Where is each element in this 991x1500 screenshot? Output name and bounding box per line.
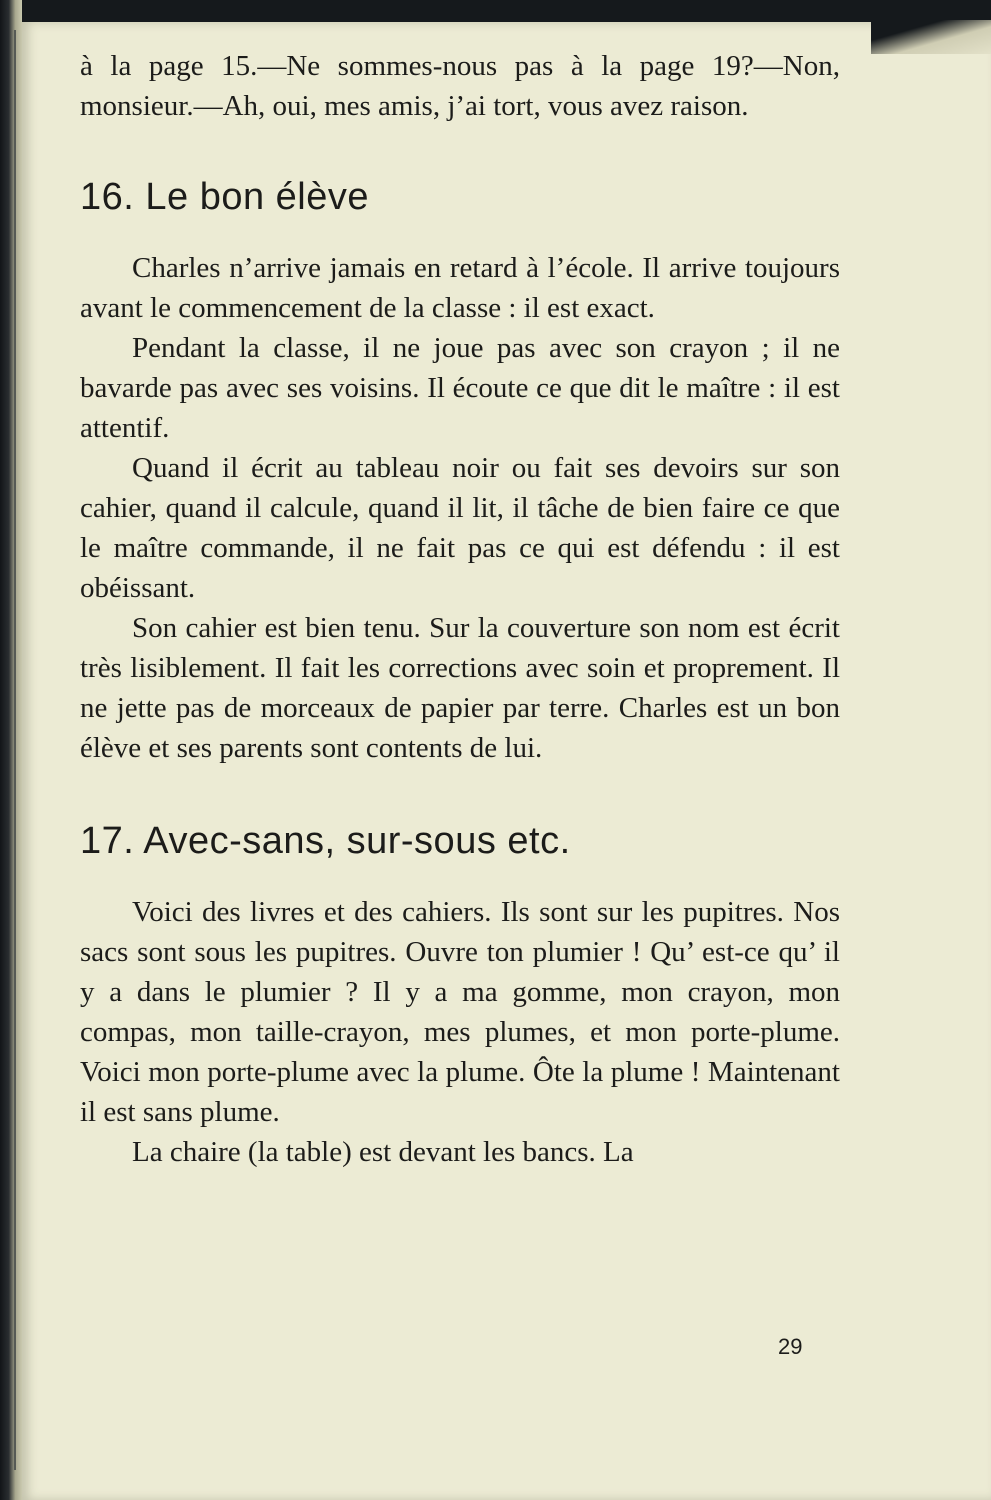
scan-top-edge [22,0,991,24]
section-17-heading: 17. Avec-sans, sur-sous etc. [80,820,571,862]
section-16-paragraph-3: Quand il écrit au tableau noir ou fait ses devoirs sur son cahier, quand il calcule, quand il lit, il tâche de bien faire ce que le maître commande, il ne fait pas ce qui est défendu : il est obéissant. [80,452,840,604]
section-16-paragraph-4: Son cahier est bien tenu. Sur la couverture son nom est écrit très lisiblement. Il fait les corrections avec soin et proprement. Il ne jette pas de morceaux de papier par terre. Charles est un bon élève et ses parents sont contents de lui. [80,612,840,764]
intro-paragraph: à la page 15.—Ne sommes-nous pas à la page 19?—Non, monsieur.—Ah, oui, mes amis, j’ai tort, vous avez raison. [80,50,840,122]
section-16-paragraph-1: Charles n’arrive jamais en retard à l’école. Il arrive toujours avant le commencement de la classe : il est exact. [80,252,840,324]
section-17-paragraph-2: La chaire (la table) est devant les bancs. La [132,1136,634,1168]
section-16-heading: 16. Le bon élève [80,176,370,218]
book-binding [0,0,22,1500]
page-content [80,46,840,1172]
section-17-paragraph-1: Voici des livres et des cahiers. Ils sont sur les pupitres. Nos sacs sont sous les pupitres. Ouvre ton plumier ! Qu’ est-ce qu’ il y a dans le plumier ? Il y a ma gomme, mon crayon, mon compas, mon taille-crayon, mes plumes, et mon porte-plume. Voici mon porte-plume avec la plume. Ôte la plume ! Maintenant il est sans plume. [80,896,840,1128]
section-16-paragraph-2: Pendant la classe, il ne joue pas avec son crayon ; il ne bavarde pas avec ses voisins. Il écoute ce que dit le maître : il est attentif. [80,332,840,444]
page-number: 29 [778,1334,803,1359]
page-corner [871,20,991,54]
